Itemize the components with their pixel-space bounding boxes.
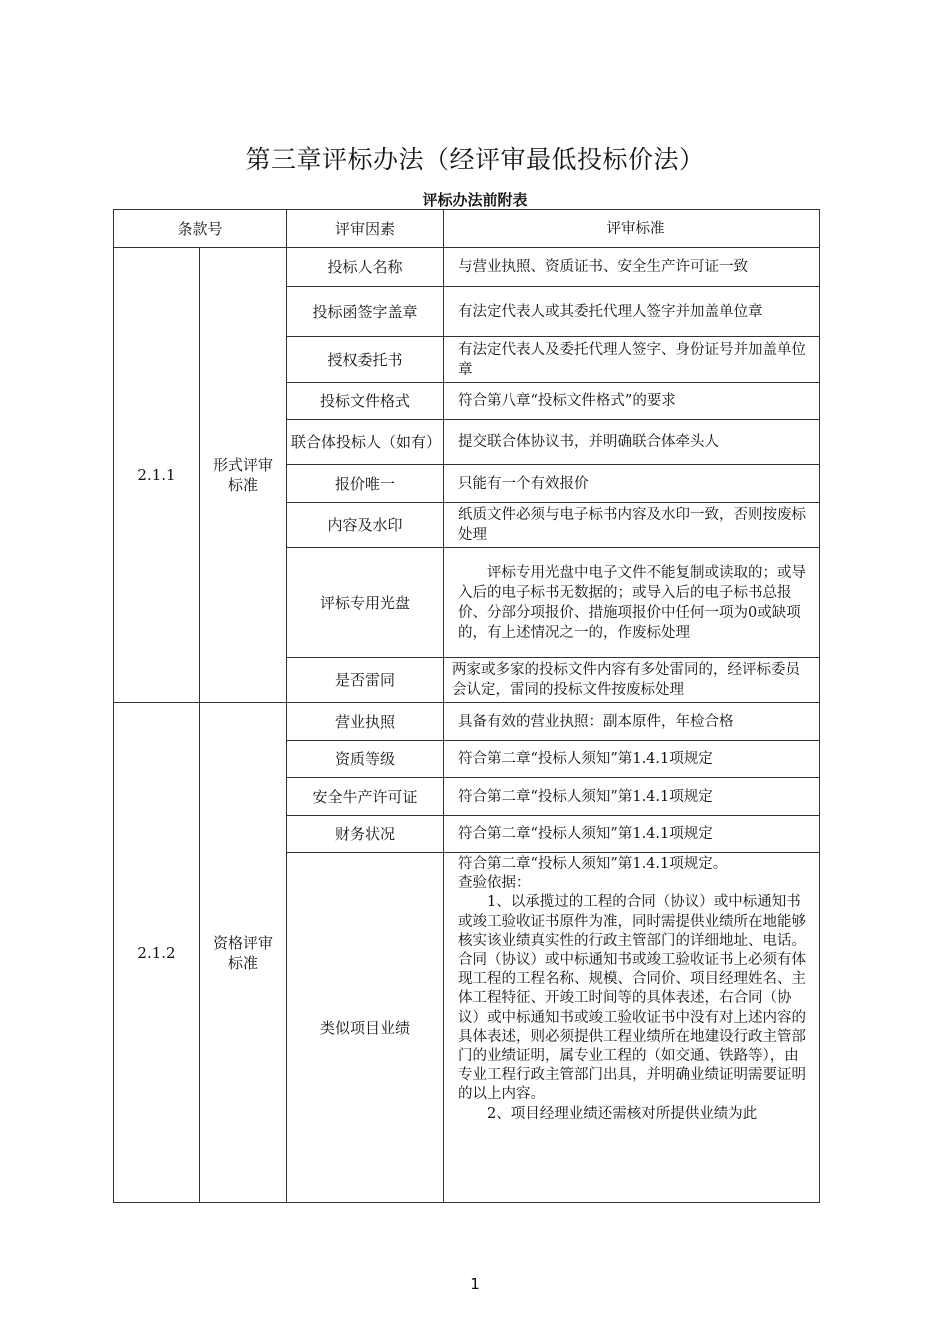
standard-cell: 有法定代表人及委托代理人签字、身份证号并加盖单位章 (444, 337, 820, 383)
header-factor: 评审因素 (287, 210, 444, 248)
factor-cell: 联合体投标人（如有） (287, 420, 444, 465)
factor-cell: 投标函签字盖章 (287, 287, 444, 337)
standard-cell: 具备有效的营业执照：副本原件，年检合格 (444, 703, 820, 741)
factor-cell: 报价唯一 (287, 465, 444, 503)
standard-line: 1、以承揽过的工程的合同（协议）或中标通知书或竣工验收证书原件为准，同时需提供业绩所在地能够核实该业绩真实性的行政主管部门的详细地址、电话。合同（协议）或中标通知书或竣工验收证书上必须有体现工程的工程名称、规模、合同价、项目经理姓名、主体工程特征、开竣工时间等的具体表述，右合同（协议）或中标通知书或竣工验收证书中没有对上述内容的具体表述，则必须提供工程业绩所在地建设行政主管部门的业绩证明，属专业工程的（如交通、铁路等），由专业工程行政主管部门出具，并明确业绩证明需要证明的以上内容。 (458, 894, 807, 1103)
standard-cell (444, 853, 820, 1203)
clause-number: 2.1.1 (114, 248, 200, 703)
header-clause: 条款号 (114, 210, 287, 248)
table-row (114, 248, 820, 287)
category-text: 资格评审标准 (212, 933, 273, 972)
header-row (114, 210, 820, 248)
table-title: 评标办法前附表 (422, 191, 528, 209)
category-label (200, 248, 287, 703)
standard-cell: 符合第二章“投标人须知”第1.4.1项规定 (444, 778, 820, 816)
page-number: 1 (470, 1275, 480, 1293)
factor-cell: 投标人名称 (287, 248, 444, 287)
header-standard: 评审标准 (444, 210, 820, 248)
standard-cell: 与营业执照、资质证书、安全生产许可证一致 (444, 248, 820, 287)
standard-cell: 符合第八章“投标文件格式”的要求 (444, 383, 820, 420)
standard-cell: 符合第二章“投标人须知”第1.4.1项规定 (444, 816, 820, 853)
standard-line: 符合第二章“投标人须知”第1.4.1项规定。 (458, 856, 728, 872)
standard-cell: 只能有一个有效报价 (444, 465, 820, 503)
evaluation-table (113, 209, 820, 1203)
table-row (114, 703, 820, 741)
factor-cell: 评标专用光盘 (287, 548, 444, 658)
factor-cell: 类似项目业绩 (287, 853, 444, 1203)
standard-cell: 符合第二章“投标人须知”第1.4.1项规定 (444, 741, 820, 778)
factor-cell: 是否雷同 (287, 658, 444, 703)
category-label (200, 703, 287, 1203)
standard-line: 2、项目经理业绩还需核对所提供业绩为此 (487, 1105, 758, 1122)
standard-cell: 提交联合体协议书，并明确联合体牵头人 (444, 420, 820, 465)
clause-number: 2.1.2 (114, 703, 200, 1203)
standard-cell: 评标专用光盘中电子文件不能复制或读取的；或导入后的电子标书无数据的；或导入后的电子标书总报价、分部分项报价、措施项报价中任何一项为0或缺项的，有上述情况之一的，作废标处理 (444, 548, 820, 658)
factor-cell: 安全牛产许可证 (287, 778, 444, 816)
standard-cell: 纸质文件必须与电子标书内容及水印一致，否则按废标处理 (444, 503, 820, 548)
factor-cell: 投标文件格式 (287, 383, 444, 420)
factor-cell: 资质等级 (287, 741, 444, 778)
factor-cell: 财务状况 (287, 816, 444, 853)
factor-cell: 内容及水印 (287, 503, 444, 548)
standard-cell: 两家或多家的投标文件内容有多处雷同的，经评标委员会认定，雷同的投标文件按废标处理 (444, 658, 820, 703)
standard-line: 查验依据： (458, 875, 531, 892)
standard-cell: 有法定代表人或其委托代理人签字并加盖单位章 (444, 287, 820, 337)
factor-cell: 授权委托书 (287, 337, 444, 383)
chapter-title: 第三章评标办法（经评审最低投标价法） (245, 145, 705, 174)
category-text: 形式评审标准 (212, 456, 273, 494)
factor-cell: 营业执照 (287, 703, 444, 741)
